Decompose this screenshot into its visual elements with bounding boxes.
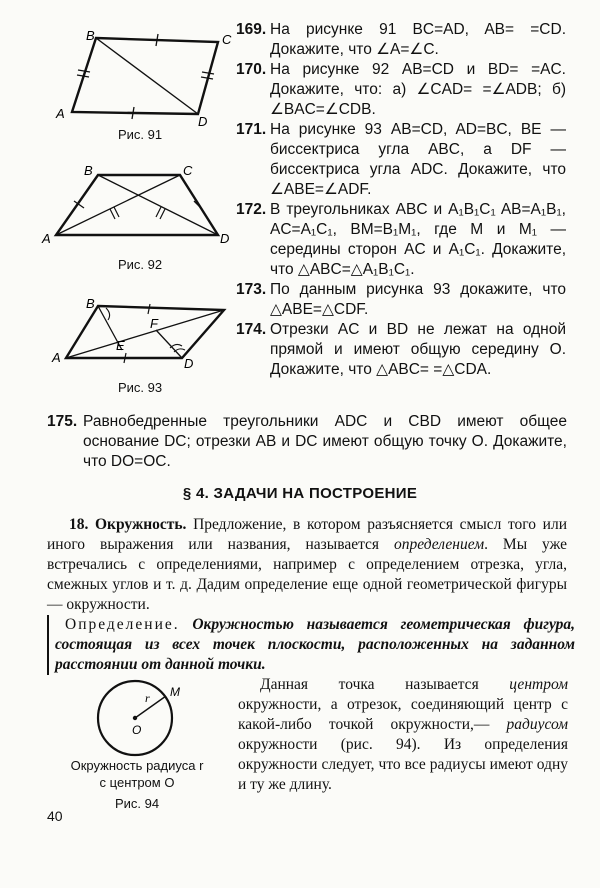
figure-91 — [50, 28, 240, 128]
continuation-text-2: окружности, а отрезок, соединяющий центр с какой-либо точкой окружности,— — [238, 696, 568, 733]
definition-block — [47, 615, 575, 675]
problem-number: 171. — [236, 121, 267, 138]
fig93-label-a: A — [52, 350, 61, 365]
fig92-label-d: D — [220, 231, 230, 246]
problem-text: В треугольниках ABC и A₁B₁C₁ AB=A₁B₁, AC=A₁C₁, BM=B₁M₁, где M и M₁ — середины сторон AC и A₁C₁. Докажите, что △ABC=△A₁B₁C₁. — [270, 201, 566, 278]
fig91-label-a: A — [56, 106, 65, 121]
figure-93-caption: Рис. 93 — [117, 380, 163, 395]
problem-text: На рисунке 93 AB=CD, AD=BC, BE — биссектриса угла ABC, а DF — биссектриса угла ADC. Докажите, что ∠ABE=∠ADF. — [270, 121, 566, 198]
paragraph-text-1: Предложение, в котором разъясняется смысл того или иного выражения или названия, называется — [47, 516, 567, 553]
problem-173 — [236, 280, 566, 320]
definition-label: Определение. — [65, 616, 180, 633]
figure-94 — [90, 680, 190, 758]
figure-94-caption-line-1: Окружность радиуса r — [70, 758, 204, 773]
continuation-text-3: окружности (рис. 94). Из определения окружности следует, что все радиусы имеют одну и ту же длину. — [238, 736, 568, 793]
figure-94-drawing — [90, 680, 190, 758]
fig91-label-b: B — [86, 28, 95, 43]
fig91-label-c: C — [222, 32, 232, 47]
fig91-label-d: D — [198, 114, 208, 129]
figure-93 — [52, 296, 238, 371]
problem-number: 175. — [47, 413, 78, 430]
problem-170 — [236, 60, 566, 120]
problem-text: На рисунке 92 AB=CD и BD= =AC. Докажите, что: а) ∠CAD= =∠ADB; б) ∠BAC=∠CDB. — [270, 61, 566, 118]
fig94-label-r: r — [145, 691, 150, 705]
fig92-label-b: B — [84, 163, 93, 178]
problem-174 — [236, 320, 566, 380]
figure-94-caption — [47, 757, 227, 812]
paragraph-text-2: . Мы уже встречались с определениями, например с определением отрезка, угла, смежных углов и т. д. Дадим определение еще одной геометрической фигуры — окружности. — [47, 536, 567, 613]
problem-171 — [236, 120, 566, 200]
fig92-label-a: A — [42, 231, 51, 246]
figure-91-caption: Рис. 91 — [117, 127, 163, 142]
figure-93-drawing — [52, 296, 238, 371]
problem-172 — [236, 200, 566, 280]
problem-number: 172. — [236, 201, 267, 218]
center-radius-paragraph — [238, 675, 568, 795]
fig94-label-m: M — [170, 685, 180, 699]
figure-94-caption-line-2: с центром O — [99, 775, 175, 790]
term-radius: радиусом — [506, 716, 568, 733]
term-center: центром — [509, 676, 568, 693]
fig93-label-f: F — [150, 316, 158, 331]
problem-number: 174. — [236, 321, 267, 338]
problem-169 — [236, 20, 566, 60]
figure-92-caption: Рис. 92 — [117, 257, 163, 272]
term-definition: определением — [393, 536, 485, 553]
continuation-text-1: Данная точка называется — [260, 676, 510, 693]
paragraph-18 — [47, 515, 567, 615]
paragraph-heading: 18. Окружность. — [69, 516, 187, 533]
problem-text: По данным рисунка 93 докажите, что △ABE=△CDF. — [270, 281, 566, 318]
problem-text: Отрезки AC и BD не лежат на одной прямой и имеют общую середину O. Докажите, что △ABC= =△CDA. — [270, 321, 566, 378]
problem-175 — [47, 412, 567, 472]
problem-text: На рисунке 91 BC=AD, AB= =CD. Докажите, что ∠A=∠C. — [270, 21, 566, 58]
problem-text: Равнобедренные треугольники ADC и CBD имеют общее основание DC; отрезки AB и DC имеют общую точку O. Докажите, что DO=OC. — [83, 413, 567, 470]
fig93-label-b: B — [86, 296, 95, 311]
problem-number: 170. — [236, 61, 267, 78]
fig92-label-c: C — [183, 163, 193, 178]
figure-92-drawing — [40, 165, 240, 250]
figure-92 — [40, 165, 240, 250]
problem-number: 169. — [236, 21, 267, 38]
fig93-label-e: E — [116, 338, 125, 353]
definition-text: Окружностью называется геометрическая фигура, состоящая из всех точек плоскости, расположенных на заданном расстоянии от данной точки. — [55, 616, 575, 673]
page-number: 40 — [47, 808, 63, 824]
fig94-label-o: O — [132, 723, 142, 737]
figure-91-drawing — [50, 28, 240, 128]
problem-list — [236, 20, 566, 380]
figure-94-caption-number: Рис. 94 — [114, 796, 160, 811]
section-title: § 4. ЗАДАЧИ НА ПОСТРОЕНИЕ — [182, 485, 418, 502]
fig93-label-d: D — [184, 356, 194, 371]
problem-number: 173. — [236, 281, 267, 298]
